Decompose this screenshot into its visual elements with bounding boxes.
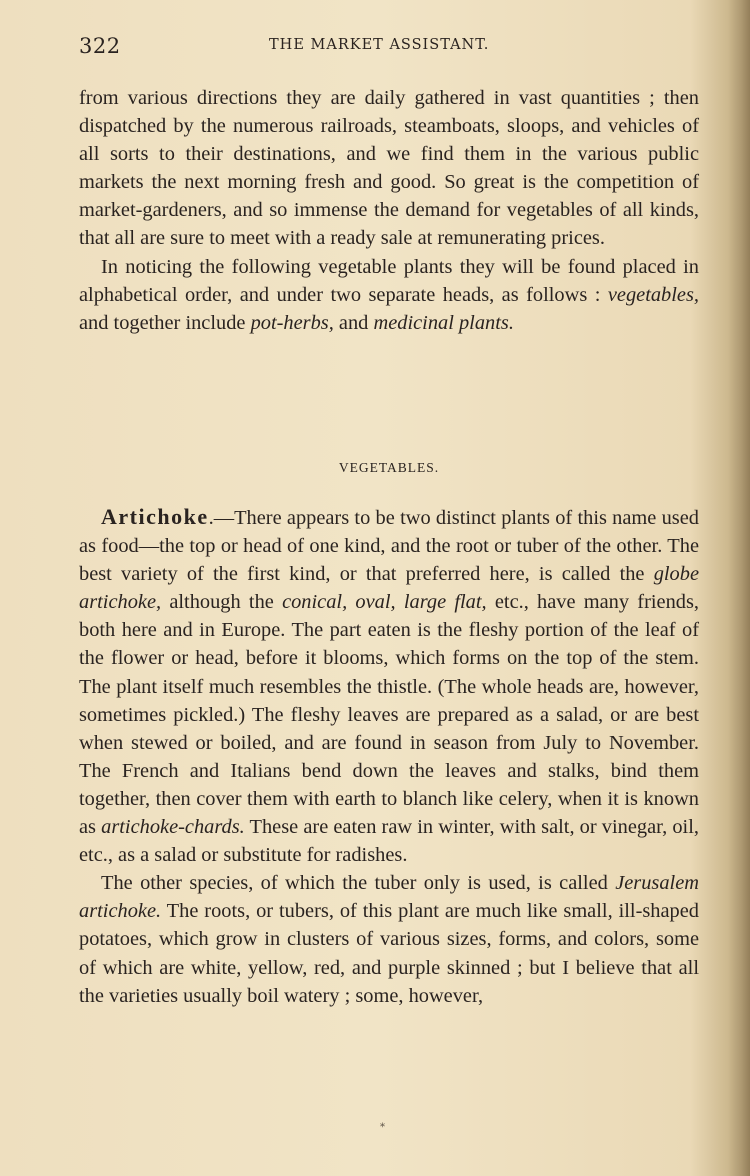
intro-paragraph-2: In noticing the following vegetable plants they will be found placed in alphabetical order, and under two separate heads, as follows : vegetables, and together include pot-herbs, and medicinal plants. [79,255,699,334]
running-head: THE MARKET ASSISTANT. [269,37,490,53]
intro-text [79,84,699,337]
artichoke-paragraph-2: The other species, of which the tuber only is used, is called Jerusalem artichoke. The roots, or tubers, of this plant are much like small, ill-shaped potatoes, which grow in clusters of various sizes, forms, and colors, some of which are white, yellow, red, and purple skinned ; but I believe that all the varieties usually boil watery ; some, however, [79,872,699,1007]
intro-paragraph-1: from various directions they are daily gathered in vast quantities ; then dispatched by the numerous railroads, steamboats, sloops, and vehicles of all sorts to their destinations, and we find them in the various public markets the next morning fresh and good. So great is the competition of market-gardeners, and so immense the demand for vegetables of all kinds, that all are sure to meet with a ready sale at remunerating prices. [79,87,699,250]
artichoke-paragraph-1: Artichoke.—There appears to be two distinct plants of this name used as food—the top or head of one kind, and the root or tuber of the other. The best variety of the first kind, or that preferred here, is called the globe artichoke, although the conical, oval, large flat, etc., have many friends, both here and in Europe. The part eaten is the fleshy portion of the leaf of the flower or head, before it blooms, which forms on the top of the stem. The plant itself much resembles the thistle. (The whole heads are, however, sometimes pickled.) The fleshy leaves are prepared as a salad, or are best when stewed or boiled, and are found in season from July to November. The French and Italians bend down the leaves and stalks, bind them together, then cover them with earth to blanch like celery, when it is known as artichoke-chards. These are eaten raw in winter, with salt, or vinegar, oil, etc., as a salad or substitute for radishes. [79,504,700,867]
page-number: 322 [79,34,121,58]
artichoke-entry [79,503,699,1010]
page-header [79,34,699,60]
section-heading: VEGETABLES. [338,460,440,475]
signature-mark: * [380,1122,385,1133]
page-edge-shadow [728,0,750,1176]
entry-term: Artichoke [101,504,209,529]
